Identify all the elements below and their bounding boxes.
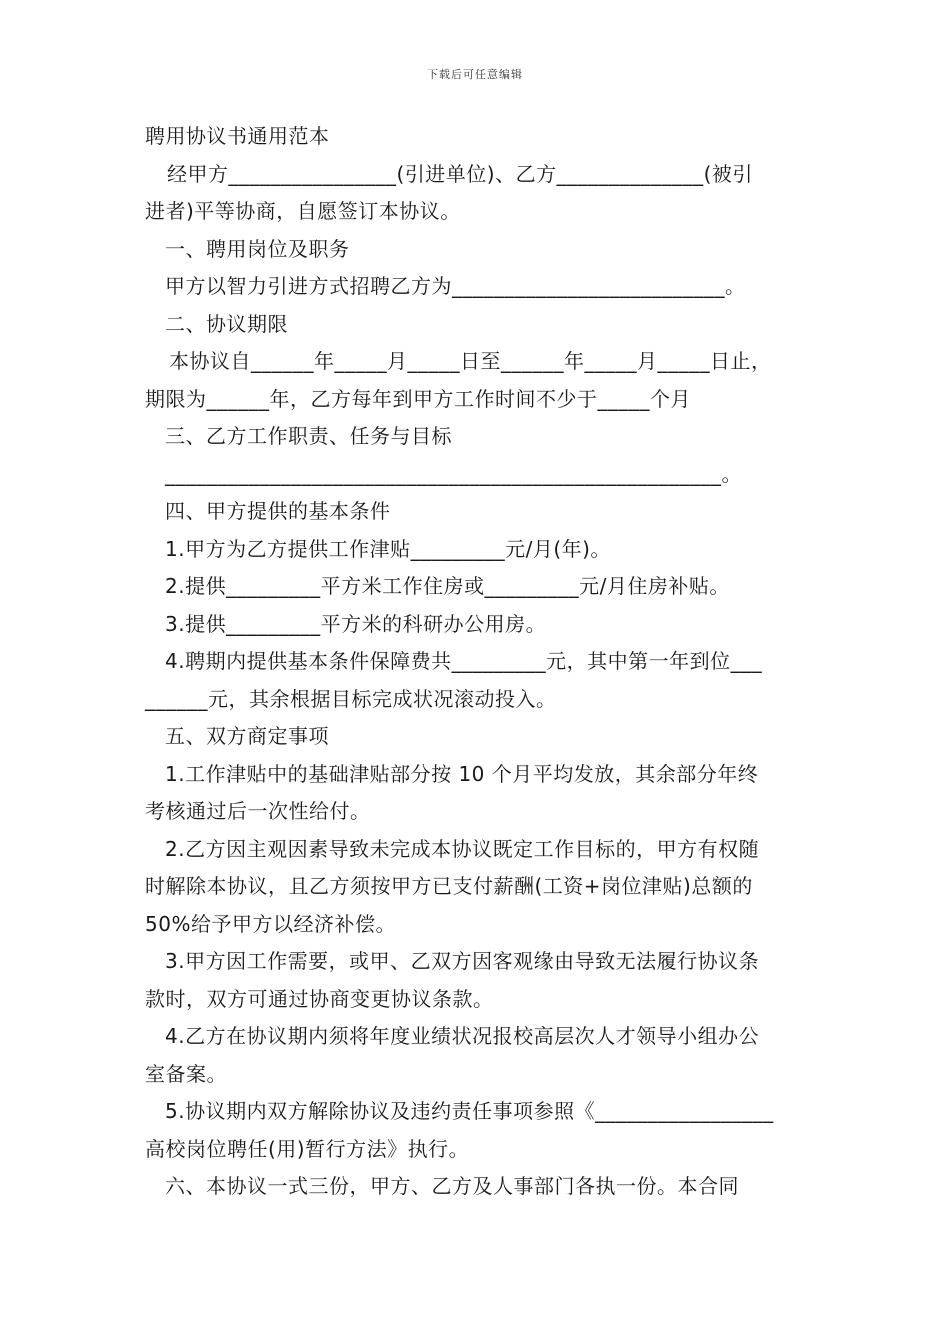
section-heading-5: 五、双方商定事项 [165,724,329,748]
list-item-5-1-line2: 考核通过后一次性给付。 [145,799,371,823]
list-item-5-3-line1: 3.甲方因工作需要，或甲、乙双方因客观缘由导致无法履行协议条 [165,949,760,973]
list-item-4-4-line1: 4.聘期内提供基本条件保障费共_________元，其中第一年到位___ [165,649,763,673]
section-heading-3: 三、乙方工作职责、任务与目标 [165,424,452,448]
list-item-5-2-line1: 2.乙方因主观因素导致未完成本协议既定工作目标的，甲方有权随 [165,836,760,861]
paragraph-parties-line1: 经甲方________________(引进单位)、乙方______________(被引 [167,161,753,186]
paragraph-term-line2: 期限为______年，乙方每年到甲方工作时间不少于_____个月 [145,386,691,411]
list-item-5-4-line2: 室备案。 [145,1061,227,1086]
list-item-5-3-line2: 款时，双方可通过协商变更协议条款。 [145,986,494,1011]
list-item-5-2-line3: 50%给予甲方以经济补偿。 [145,911,396,936]
list-item-5-2-line2: 时解除本协议，且乙方须按甲方已支付薪酬(工资+岗位津贴)总额的 [145,874,753,898]
paragraph-duties-blank: _____________________________________________________。 [165,461,742,486]
list-item-5-5-line2: 高校岗位聘任(用)暂行方法》执行。 [145,1136,470,1161]
list-item-5-4-line1: 4.乙方在协议期内须将年度业绩状况报校高层次人才领导小组办公 [165,1024,760,1048]
section-heading-4: 四、甲方提供的基本条件 [165,499,391,523]
list-item-5-5-line1: 5.协议期内双方解除协议及违约责任事项参照《_________________ [165,1099,774,1123]
document-title: 聘用协议书通用范本 [145,124,330,148]
section-heading-1: 一、聘用岗位及职务 [165,236,350,261]
list-item-4-4-line2: ______元，其余根据目标完成状况滚动投入。 [145,686,557,711]
paragraph-parties-line2: 进者)平等协商，自愿签订本协议。 [145,199,461,223]
header-note: 下载后可任意编辑 [427,68,523,81]
list-item-4-3: 3.提供_________平方米的科研办公用房。 [165,611,547,636]
document-body [145,118,810,1206]
list-item-4-2: 2.提供_________平方米工作住房或_________元/月住房补贴。 [165,574,730,598]
paragraph-position: 甲方以智力引进方式招聘乙方为__________________________。 [165,274,746,298]
section-heading-6: 六、本协议一式三份，甲方、乙方及人事部门各执一份。本合同 [165,1174,739,1198]
section-heading-2: 二、协议期限 [165,311,288,336]
list-item-5-1-line1: 1.工作津贴中的基础津贴部分按 10 个月平均发放，其余部分年终 [165,761,759,786]
paragraph-term-line1: 本协议自______年_____月_____日至______年_____月_____日止， [169,349,772,373]
list-item-4-1: 1.甲方为乙方提供工作津贴_________元/月(年)。 [165,536,611,561]
